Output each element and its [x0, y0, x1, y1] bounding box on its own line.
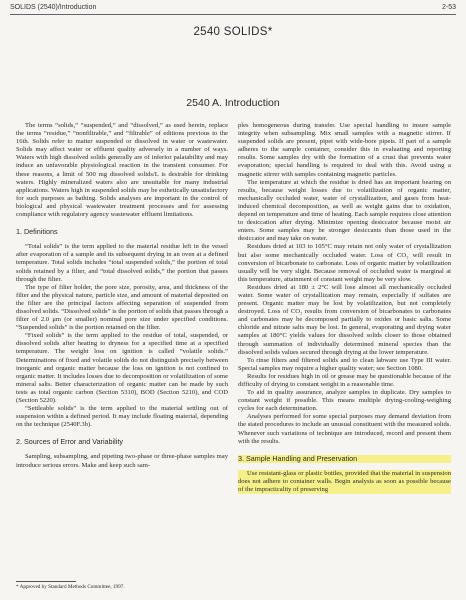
sampling-continued-paragraph: ples homogeneous during transfer. Use special handling to insure sample integrity when subsampling. Mix small samples with a magnetic stirrer. If suspended solids are present, pipet with wide-bore pipets. If part of a sample adheres to the sample container, consider this in evaluating and reporting results. Some samples dry with the formation of a crust that prevents water evaporation; special handling is required to deal with this. Avoid using a magnetic stirrer with samples containing magnetic particles.: [238, 122, 451, 178]
sample-handling-paragraph: Use resistant-glass or plastic bottles, provided that the material in suspension does not adhere to container walls. Begin analysis as soon as possible because of the impracticality of preserving: [238, 469, 451, 494]
quality-assurance-paragraph: To aid in quality assurance, analyze samples in duplicate. Dry samples to constant weight if possible. This means multiple drying-cooling-weighing cycles for each determination.: [238, 389, 451, 413]
running-header: [10, 4, 456, 11]
rinse-water-paragraph: To rinse filters and filtered solids and to clean labware use Type III water. Special samples may require a higher quality water; see Section 1080.: [238, 356, 451, 372]
header-rule: [10, 14, 456, 15]
definition-settleable-solids: “Settleable solids” is the term applied to the material settling out of suspension within a defined period. It may include floating material, depending on the technique (2540F.3b).: [16, 405, 228, 429]
footnote: * Approved by Standard Methods Committee, 1997.: [16, 584, 125, 590]
definition-fixed-solids: “Fixed solids” is the term applied to the residue of total, suspended, or dissolved solids after heating to dryness for a specified time at a specified temperature. The weight loss on ignition is called “volatile solids.” Determinations of fixed and volatile solids do not distinguish precisely between inorganic and organic matter because the loss on ignition is not confined to organic matter. It includes losses due to decomposition or volatilization of some mineral salts. Better characterization of organic matter can be made by such tests as total organic carbon (Section 5310), BOD (Section 5210), and COD (Section 5220).: [16, 332, 228, 404]
special-purposes-paragraph: Analyses performed for some special purposes may demand deviation from the stated procedures to include an unusual constituent with the measured solids. Whenever such variations of technique are introduced, record and present them with the results.: [238, 413, 451, 445]
oil-grease-paragraph: Results for residues high in oil or grease may be questionable because of the difficulty of drying to constant weight in a reasonable time.: [238, 372, 451, 388]
sampling-paragraph: Sampling, subsampling, and pipeting two-phase or three-phase samples may introduce serious errors. Make and keep such sam-: [16, 453, 228, 469]
drying-180-paragraph: Residues dried at 180 ± 2°C will lose almost all mechanically occluded water. Some water of crystallization may remain, especially if sulfates are present. Organic matter may be lost by volatilization, but not completely destroyed. Loss of CO₂ results from conversion of bicarbonates to carbonates and carbonates may be decomposed partially to oxides or basic salts. Some chloride and nitrate salts may be lost. In general, evaporating and drying water samples at 180°C yields values for dissolved solids closer to those obtained through summation of individually determined mineral species than the dissolved solids values secured through drying at the lower temperature.: [238, 283, 451, 356]
intro-paragraph: The terms “solids,” “suspended,” and “dissolved,” as used herein, replace the terms “residue,” “nonfiltrable,” and “filtrable” of editions previous to the 16th. Solids refer to matter suspended or dissolved in water or wastewater. Solids may affect water or effluent quality adversely in a number of ways. Waters with high dissolved solids generally are of inferior palatability and may induce an unfavorable physiological reaction in the transient consumer. For these reasons, a limit of 500 mg dissolved solids/L is desirable for drinking waters. Highly mineralized waters also are unsuitable for many industrial applications. Waters high in suspended solids may be esthetically unsatisfactory for such purposes as bathing. Solids analyses are important in the control of biological and physical wastewater treatment processes and for assessing compliance with regulatory agency wastewater effluent limitations.: [16, 122, 228, 219]
definitions-heading: 1. Definitions: [16, 227, 58, 237]
footnote-rule: [16, 581, 76, 582]
definition-filter-factors: The type of filter holder, the pore size, porosity, area, and thickness of the filter and the physical nature, particle size, and amount of material deposited on the filter are the principal factors affecting separation of suspended from dissolved solids. “Dissolved solids” is the portion of solids that passes through a filter of 2.0 μm (or smaller) nominal pore size under specified conditions. “Suspended solids” is the portion retained on the filter.: [16, 283, 228, 332]
drying-temperature-paragraph: The temperature at which the residue is dried has an important bearing on results, because weight losses due to volatilization of organic matter, mechanically occluded water, water of crystallization, and gases from heat-induced chemical decomposition, as well as weight gains due to oxidation, depend on temperature and time of heating. Each sample requires close attention to desiccation after drying. Minimize opening desiccator because moist air enters. Some samples may be stronger desiccants than those used in the desiccator and may take on water.: [238, 178, 451, 243]
left-column: [16, 122, 228, 470]
header-section: SOLIDS (2540)/Introduction: [10, 4, 97, 11]
sample-handling-heading: 3. Sample Handling and Preservation: [238, 455, 451, 463]
right-column: [238, 122, 451, 494]
sources-of-error-heading: 2. Sources of Error and Variability: [16, 437, 123, 447]
page-number: 2-53: [441, 4, 456, 11]
definition-total-solids: “Total solids” is the term applied to the material residue left in the vessel after evaporation of a sample and its subsequent drying in an oven at a defined temperature. Total solids includes “total suspended solids,” the portion of total solids retained by a filter, and “total dissolved solids,” the portion that passes through the filter.: [16, 243, 228, 283]
section-title: 2540 A. Introduction: [186, 97, 280, 109]
drying-103-paragraph: Residues dried at 103 to 105°C may retain not only water of crystallization but also some mechanically occluded water. Loss of CO₂ will result in conversion of bicarbonate to carbonate. Loss of organic matter by volatilization usually will be very slight. Because removal of occluded water is marginal at this temperature, attainment of constant weight may be very slow.: [238, 243, 451, 283]
method-title: 2540 SOLIDS*: [193, 26, 273, 38]
